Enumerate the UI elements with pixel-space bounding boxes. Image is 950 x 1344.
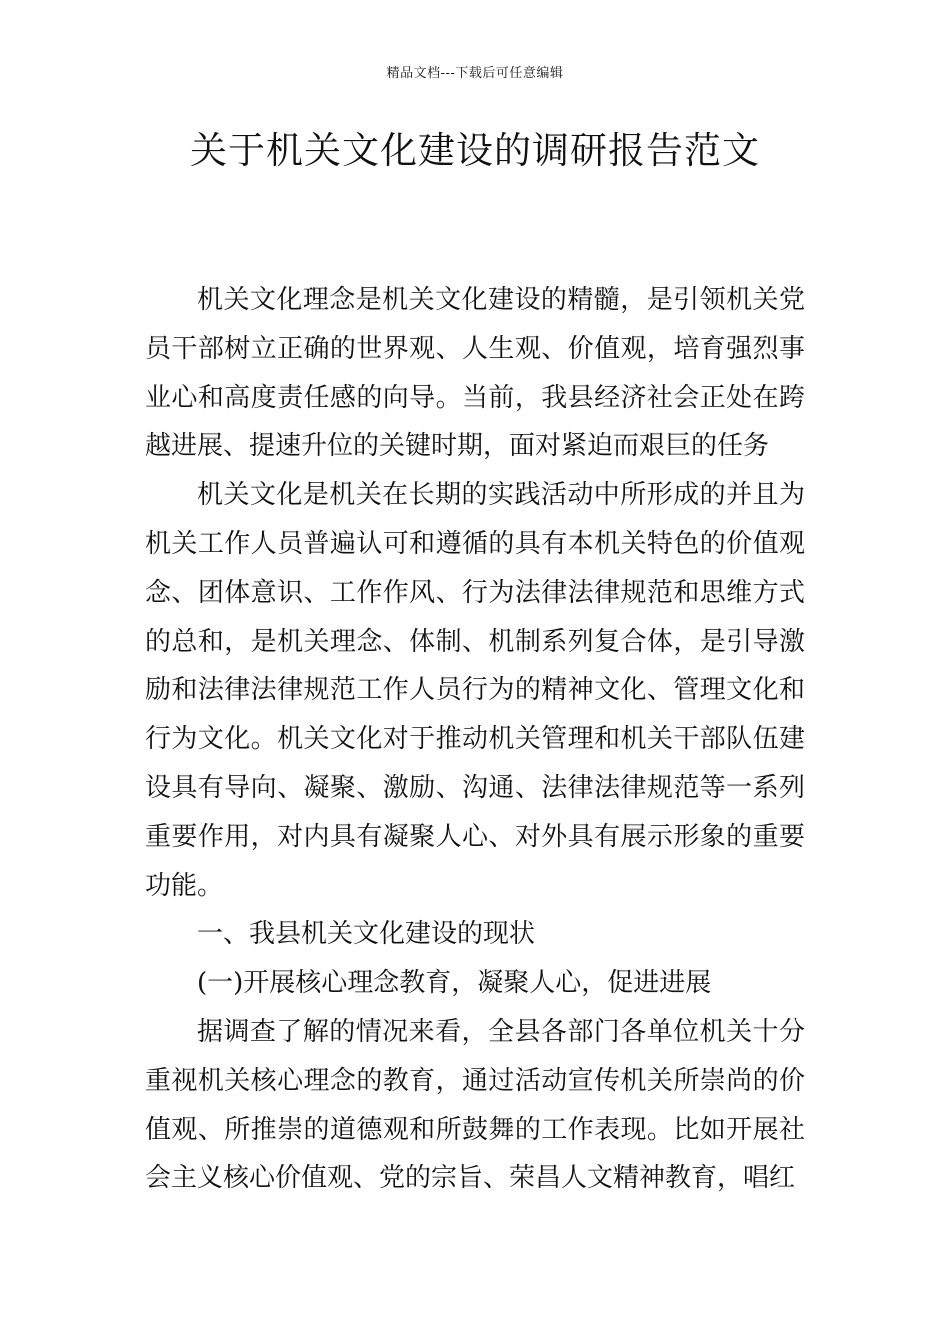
paragraph-survey: 据调查了解的情况来看，全县各部门各单位机关十分重视机关核心理念的教育，通过活动宣传机关所崇尚的价值观、所推崇的道德观和所鼓舞的工作表现。比如开展社会主义核心价值观、党的宗旨、荣昌人文精神教育，唱红 bbox=[145, 1016, 805, 1194]
document-body bbox=[145, 276, 805, 1203]
section-heading: 一、我县机关文化建设的现状 bbox=[197, 919, 536, 950]
subsection-heading: (一)开展核心理念教育，凝聚人心，促进进展 bbox=[197, 968, 712, 999]
paragraph-definition: 机关文化是机关在长期的实践活动中所形成的并且为机关工作人员普遍认可和遵循的具有本机关特色的价值观念、团体意识、工作作风、行为法律法律规范和思维方式的总和，是机关理念、体制、机制系列复合体，是引导激励和法律法律规范工作人员行为的精神文化、管理文化和行为文化。机关文化对于推动机关管理和机关干部队伍建设具有导向、凝聚、激励、沟通、法律法律规范等一系列重要作用，对内具有凝聚人心、对外具有展示形象的重要功能。 bbox=[145, 480, 805, 901]
paragraph-intro: 机关文化理念是机关文化建设的精髓，是引领机关党员干部树立正确的世界观、人生观、价值观，培育强烈事业心和高度责任感的向导。当前，我县经济社会正处在跨越进展、提速升位的关键时期，面对紧迫而艰巨的任务 bbox=[145, 285, 805, 462]
document-title: 关于机关文化建设的调研报告范文 bbox=[190, 129, 760, 172]
header-note: 精品文档---下载后可任意编辑 bbox=[386, 66, 564, 81]
